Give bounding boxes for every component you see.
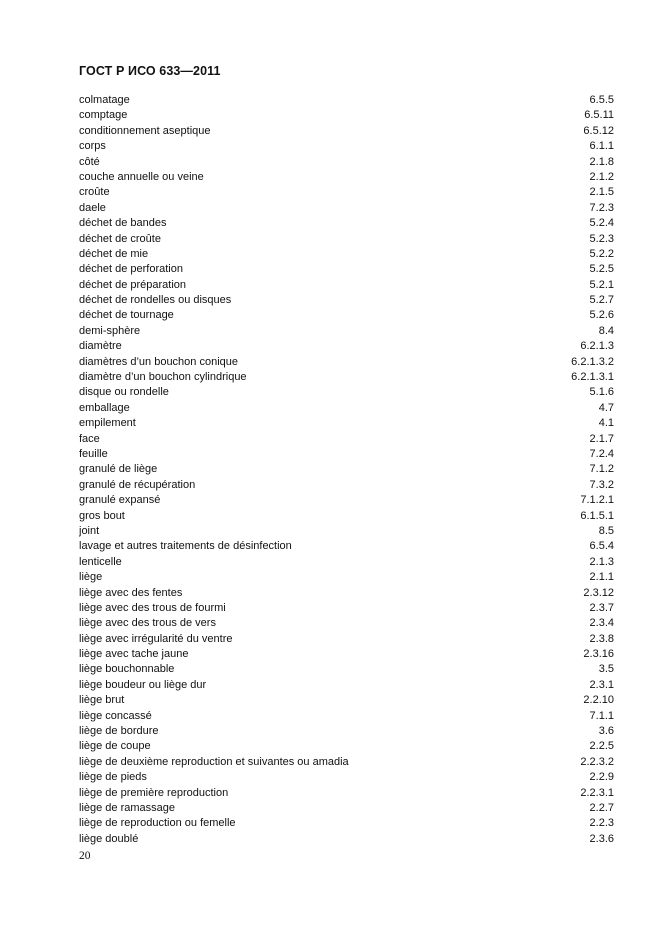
index-reference: 3.6 (598, 725, 614, 738)
index-reference: 2.2.5 (589, 740, 614, 753)
index-entry (79, 232, 614, 247)
index-term: liège avec irrégularité du ventre (79, 632, 233, 645)
index-entry (79, 693, 614, 708)
index-entry (79, 370, 614, 385)
index-entry (79, 308, 614, 323)
index-reference: 4.1 (598, 417, 614, 430)
index-term: couche annuelle ou veine (79, 170, 204, 183)
index-entry (79, 662, 614, 677)
index-term: déchet de préparation (79, 278, 187, 291)
index-reference: 7.2.3 (589, 201, 614, 214)
index-reference: 2.2.9 (589, 771, 614, 784)
index-entry (79, 586, 614, 601)
index-term: granulé expansé (79, 494, 161, 507)
index-entry (79, 478, 614, 493)
index-term: liège (79, 571, 103, 584)
index-entry (79, 385, 614, 400)
index-entry (79, 570, 614, 585)
index-reference: 8.4 (598, 324, 614, 337)
index-reference: 2.1.7 (589, 432, 614, 445)
index-entry (79, 124, 614, 139)
index-term: liège bouchonnable (79, 663, 175, 676)
index-term: croûte (79, 186, 110, 199)
index-reference: 7.1.1 (589, 709, 614, 722)
index-reference: 5.2.4 (589, 217, 614, 230)
index-entry (79, 278, 614, 293)
index-reference: 2.2.3.1 (580, 786, 614, 799)
index-reference: 5.2.2 (589, 247, 614, 260)
index-term: déchet de croûte (79, 232, 161, 245)
term-index-list (79, 93, 614, 847)
index-term: face (79, 432, 100, 445)
index-reference: 6.2.1.3.2 (571, 355, 614, 368)
index-entry (79, 801, 614, 816)
page-number: 20 (79, 850, 91, 862)
index-term: granulé de liège (79, 463, 158, 476)
index-term: diamètre (79, 340, 122, 353)
index-reference: 6.1.1 (589, 140, 614, 153)
index-term: déchet de rondelles ou disques (79, 294, 232, 307)
index-entry (79, 816, 614, 831)
index-reference: 2.1.3 (589, 555, 614, 568)
index-reference: 5.2.3 (589, 232, 614, 245)
index-entry (79, 709, 614, 724)
index-entry (79, 416, 614, 431)
index-entry (79, 509, 614, 524)
index-reference: 4.7 (598, 401, 614, 414)
index-entry (79, 786, 614, 801)
index-term: liège concassé (79, 709, 152, 722)
index-term: conditionnement aseptique (79, 124, 211, 137)
index-entry (79, 647, 614, 662)
index-reference: 2.3.7 (589, 601, 614, 614)
index-term: déchet de mie (79, 247, 149, 260)
index-term: déchet de tournage (79, 309, 174, 322)
index-entry (79, 724, 614, 739)
index-term: gros bout (79, 509, 125, 522)
index-reference: 2.3.8 (589, 632, 614, 645)
index-term: liège avec des trous de vers (79, 617, 216, 630)
index-reference: 6.5.11 (584, 109, 614, 122)
index-reference: 2.1.2 (589, 170, 614, 183)
index-reference: 3.5 (598, 663, 614, 676)
index-entry (79, 108, 614, 123)
index-entry (79, 601, 614, 616)
index-term: colmatage (79, 94, 130, 106)
index-entry (79, 401, 614, 416)
index-term: empilement (79, 417, 136, 430)
index-reference: 2.3.16 (583, 648, 614, 661)
index-entry (79, 524, 614, 539)
index-entry (79, 462, 614, 477)
index-entry (79, 324, 614, 339)
index-entry (79, 447, 614, 462)
index-entry (79, 832, 614, 847)
index-reference: 2.3.1 (589, 678, 614, 691)
index-reference: 2.2.3 (589, 817, 614, 830)
index-term: daele (79, 201, 106, 214)
index-entry (79, 155, 614, 170)
index-reference: 2.1.1 (589, 571, 614, 584)
index-entry (79, 339, 614, 354)
index-reference: 6.5.5 (589, 94, 614, 106)
index-term: liège de deuxième reproduction et suivantes ou amadia (79, 755, 349, 768)
index-reference: 5.2.5 (589, 263, 614, 276)
index-term: côté (79, 155, 100, 168)
index-entry (79, 247, 614, 262)
index-reference: 2.3.4 (589, 617, 614, 630)
index-entry (79, 432, 614, 447)
index-term: feuille (79, 447, 108, 460)
index-term: demi-sphère (79, 324, 141, 337)
index-term: liège de première reproduction (79, 786, 229, 799)
index-entry (79, 739, 614, 754)
index-entry (79, 262, 614, 277)
index-term: granulé de récupération (79, 478, 196, 491)
index-term: liège de reproduction ou femelle (79, 817, 236, 830)
index-term: lenticelle (79, 555, 122, 568)
index-entry (79, 216, 614, 231)
index-entry (79, 539, 614, 554)
index-term: liège doublé (79, 832, 139, 845)
index-reference: 6.2.1.3 (580, 340, 614, 353)
index-term: diamètre d’un bouchon cylindrique (79, 371, 247, 384)
index-entry (79, 678, 614, 693)
index-entry (79, 355, 614, 370)
index-entry (79, 755, 614, 770)
index-term: liège de ramassage (79, 801, 176, 814)
index-reference: 2.1.8 (589, 155, 614, 168)
index-reference: 7.1.2.1 (580, 494, 614, 507)
index-reference: 2.1.5 (589, 186, 614, 199)
index-entry (79, 170, 614, 185)
index-entry (79, 555, 614, 570)
index-reference: 7.2.4 (589, 447, 614, 460)
index-entry (79, 770, 614, 785)
index-term: emballage (79, 401, 130, 414)
index-entry (79, 185, 614, 200)
index-term: liège de pieds (79, 771, 147, 784)
index-entry (79, 139, 614, 154)
index-term: disque ou rondelle (79, 386, 169, 399)
index-term: joint (79, 524, 100, 537)
index-term: déchet de perforation (79, 263, 183, 276)
index-entry (79, 201, 614, 216)
index-term: liège avec des trous de fourmi (79, 601, 226, 614)
index-entry (79, 616, 614, 631)
index-reference: 2.2.10 (583, 694, 614, 707)
index-reference: 7.3.2 (589, 478, 614, 491)
index-term: diamètres d’un bouchon conique (79, 355, 239, 368)
index-reference: 5.2.1 (589, 278, 614, 291)
index-reference: 5.1.6 (589, 386, 614, 399)
index-reference: 6.1.5.1 (580, 509, 614, 522)
index-reference: 6.5.12 (583, 124, 614, 137)
index-term: liège avec des fentes (79, 586, 183, 599)
index-term: corps (79, 140, 106, 153)
index-reference: 2.2.7 (589, 801, 614, 814)
index-reference: 7.1.2 (589, 463, 614, 476)
index-reference: 6.2.1.3.1 (571, 371, 614, 384)
index-reference: 5.2.7 (589, 294, 614, 307)
index-term: déchet de bandes (79, 217, 167, 230)
index-reference: 5.2.6 (589, 309, 614, 322)
index-entry (79, 632, 614, 647)
index-entry (79, 293, 614, 308)
index-term: liège avec tache jaune (79, 648, 189, 661)
index-reference: 6.5.4 (589, 540, 614, 553)
index-reference: 2.2.3.2 (580, 755, 614, 768)
index-entry (79, 493, 614, 508)
index-term: liège boudeur ou liège dur (79, 678, 207, 691)
index-term: liège de coupe (79, 740, 151, 753)
index-term: liège de bordure (79, 725, 159, 738)
document-header: ГОСТ Р ИСО 633—2011 (79, 64, 221, 78)
index-term: liège brut (79, 694, 125, 707)
index-term: lavage et autres traitements de désinfection (79, 540, 292, 553)
index-term: comptage (79, 109, 128, 122)
index-reference: 2.3.12 (583, 586, 614, 599)
index-reference: 2.3.6 (589, 832, 614, 845)
index-reference: 8.5 (598, 524, 614, 537)
index-entry (79, 93, 614, 108)
